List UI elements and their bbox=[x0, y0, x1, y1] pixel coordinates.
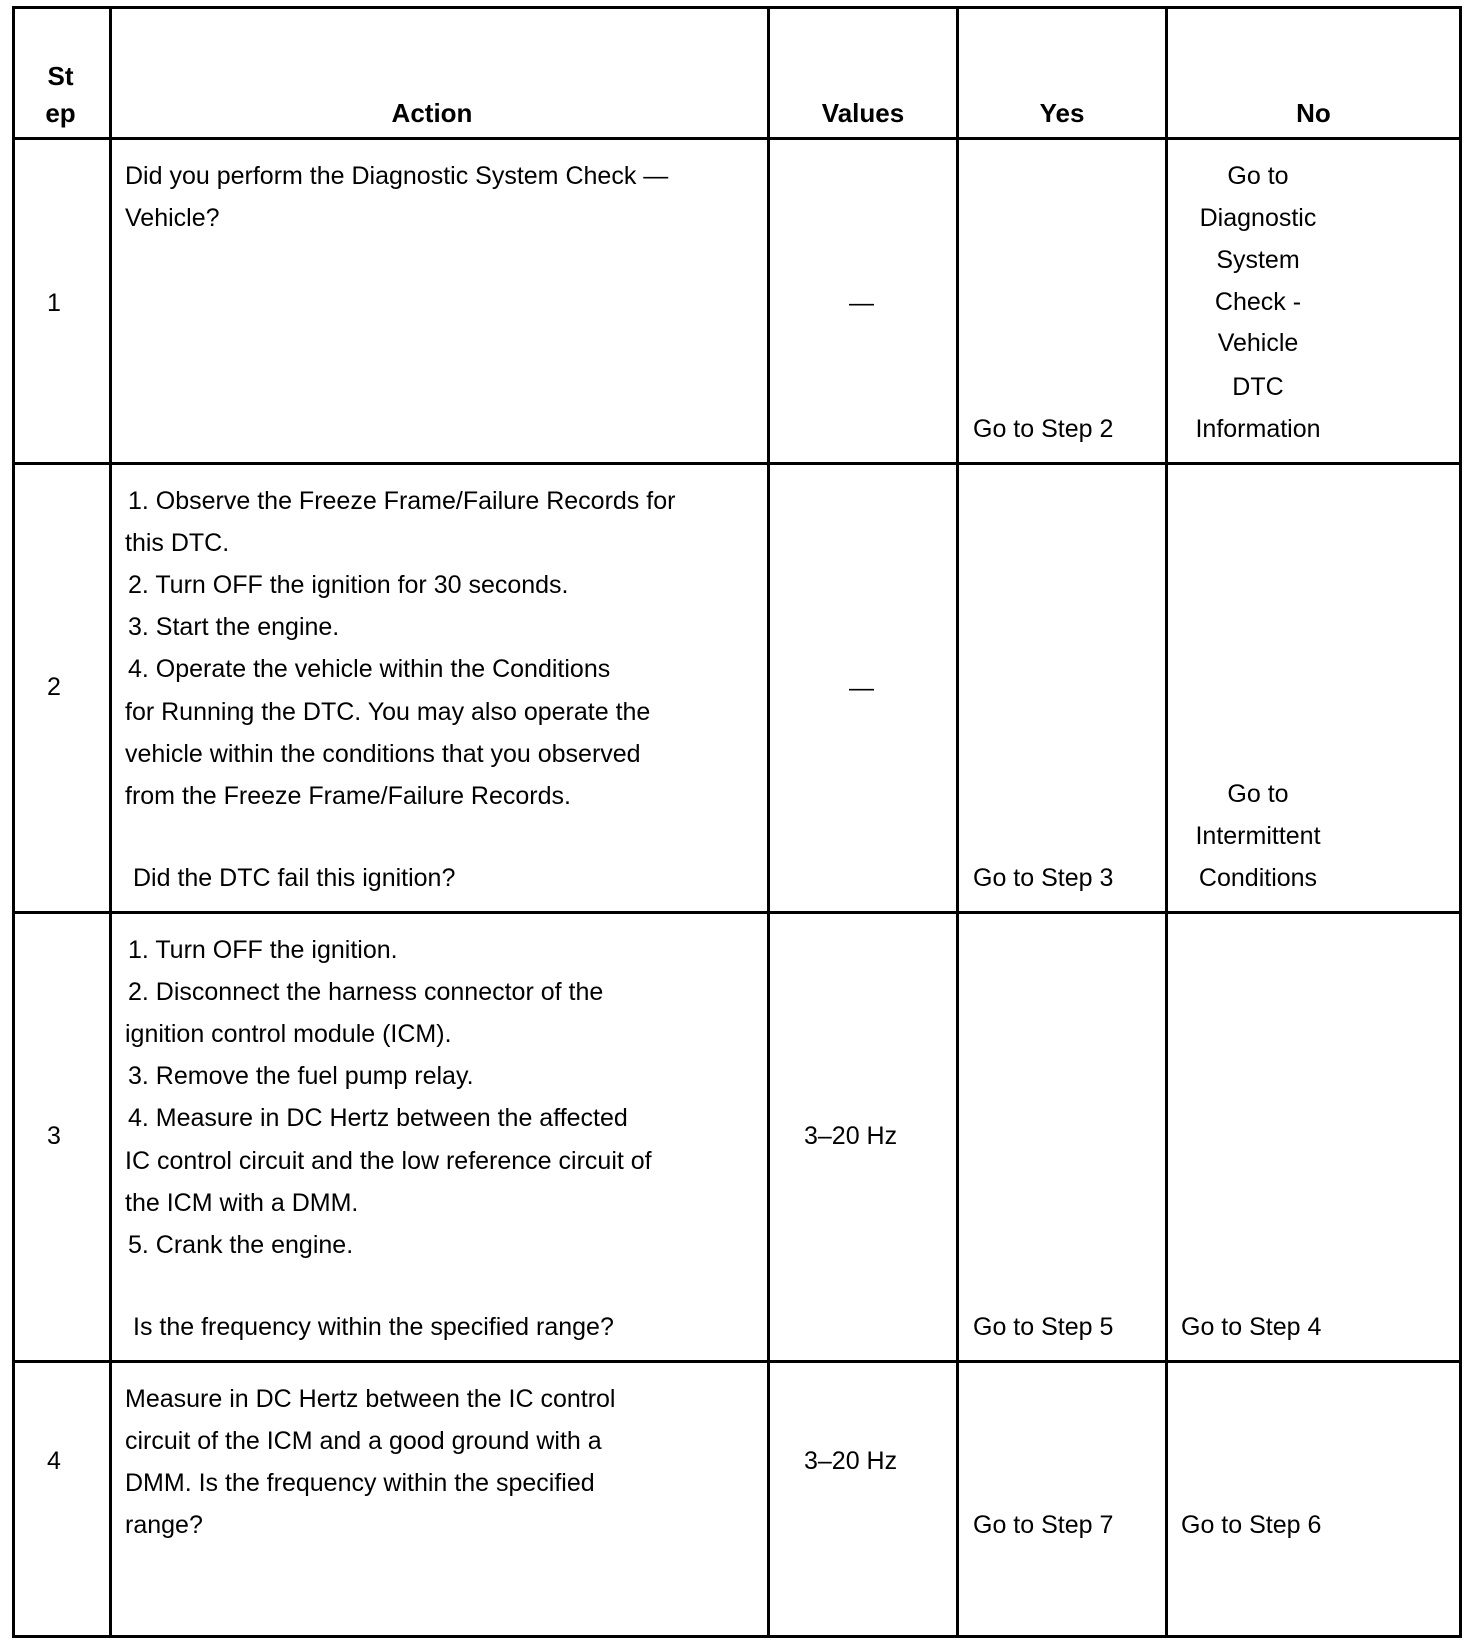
table-border-right bbox=[1459, 6, 1462, 1638]
header-divider bbox=[12, 137, 1462, 140]
row-3-action-line: 4. Measure in DC Hertz between the affected bbox=[128, 1104, 628, 1132]
row-3-question: Is the frequency within the specified range? bbox=[133, 1313, 614, 1341]
row-1-action-line: Vehicle? bbox=[125, 204, 220, 232]
row-4-action-line: Measure in DC Hertz between the IC control bbox=[125, 1385, 616, 1413]
header-values: Values bbox=[821, 98, 905, 128]
row-3-value: 3–20 Hz bbox=[804, 1122, 898, 1150]
diagnostic-table bbox=[12, 6, 1462, 1638]
column-divider bbox=[767, 6, 770, 1638]
row-4-step: 4 bbox=[47, 1447, 61, 1475]
row-3-action-line: ignition control module (ICM). bbox=[125, 1020, 452, 1048]
row-1-action-line: Did you perform the Diagnostic System Check — bbox=[125, 162, 669, 190]
row-1-no-line: Go to bbox=[1227, 162, 1289, 190]
row-2-no-line: Intermittent bbox=[1195, 822, 1321, 850]
header-step-line1: St bbox=[47, 61, 74, 91]
row-1-no-line: Information bbox=[1195, 415, 1321, 443]
row-2-action-line: 1. Observe the Freeze Frame/Failure Records for bbox=[128, 487, 676, 515]
row-3-action-line: 1. Turn OFF the ignition. bbox=[128, 936, 398, 964]
row-2-action-line: for Running the DTC. You may also operate the bbox=[125, 698, 651, 726]
column-divider bbox=[956, 6, 959, 1638]
row-2-action-line: 3. Start the engine. bbox=[128, 613, 340, 641]
row-2-no-line: Go to bbox=[1227, 780, 1289, 808]
row-3-action-line: IC control circuit and the low reference circuit of bbox=[125, 1147, 652, 1175]
row-2-action-line: 2. Turn OFF the ignition for 30 seconds. bbox=[128, 571, 569, 599]
row-2-value: — bbox=[849, 674, 874, 702]
column-divider bbox=[109, 6, 112, 1638]
row-3-yes: Go to Step 5 bbox=[973, 1313, 1114, 1341]
header-yes: Yes bbox=[1039, 98, 1085, 128]
header-action: Action bbox=[391, 98, 473, 128]
row-2-yes: Go to Step 3 bbox=[973, 864, 1114, 892]
row-2-no-line: Conditions bbox=[1198, 864, 1318, 892]
row-4-no: Go to Step 6 bbox=[1181, 1511, 1322, 1539]
row-3-action-line: the ICM with a DMM. bbox=[125, 1189, 359, 1217]
header-no: No bbox=[1296, 98, 1331, 128]
row-1-no-line: Diagnostic bbox=[1199, 204, 1317, 232]
row-2-action-line: this DTC. bbox=[125, 529, 230, 557]
header-step-line2: ep bbox=[45, 98, 76, 128]
row-2-question: Did the DTC fail this ignition? bbox=[133, 864, 456, 892]
row-1-value: — bbox=[849, 289, 874, 317]
row-1-no-line: Vehicle bbox=[1217, 329, 1299, 357]
row-1-no-line: Check - bbox=[1214, 288, 1302, 316]
row-3-action-line: 2. Disconnect the harness connector of the bbox=[128, 978, 604, 1006]
row-4-action-line: circuit of the ICM and a good ground with a bbox=[125, 1427, 602, 1455]
table-border-top bbox=[12, 6, 1462, 9]
row-2-action-line: 4. Operate the vehicle within the Conditions bbox=[128, 655, 611, 683]
row-2-action-line: from the Freeze Frame/Failure Records. bbox=[125, 782, 571, 810]
row-4-action-line: DMM. Is the frequency within the specified bbox=[125, 1469, 595, 1497]
row-divider bbox=[12, 462, 1462, 465]
row-3-action-line: 3. Remove the fuel pump relay. bbox=[128, 1062, 474, 1090]
row-1-yes: Go to Step 2 bbox=[973, 415, 1114, 443]
row-1-no-line: System bbox=[1216, 246, 1300, 274]
table-border-bottom bbox=[12, 1635, 1462, 1638]
row-4-action-line: range? bbox=[125, 1511, 203, 1539]
row-1-step: 1 bbox=[47, 289, 61, 317]
row-2-action-line: vehicle within the conditions that you observed bbox=[125, 740, 641, 768]
row-divider bbox=[12, 911, 1462, 914]
row-divider bbox=[12, 1360, 1462, 1363]
row-4-yes: Go to Step 7 bbox=[973, 1511, 1114, 1539]
row-2-step: 2 bbox=[47, 673, 61, 701]
row-3-step: 3 bbox=[47, 1122, 61, 1150]
row-3-no: Go to Step 4 bbox=[1181, 1313, 1322, 1341]
row-3-action-line: 5. Crank the engine. bbox=[128, 1231, 354, 1259]
row-1-no-line: DTC bbox=[1232, 373, 1284, 401]
table-border-left bbox=[12, 6, 15, 1638]
row-4-value: 3–20 Hz bbox=[804, 1447, 898, 1475]
